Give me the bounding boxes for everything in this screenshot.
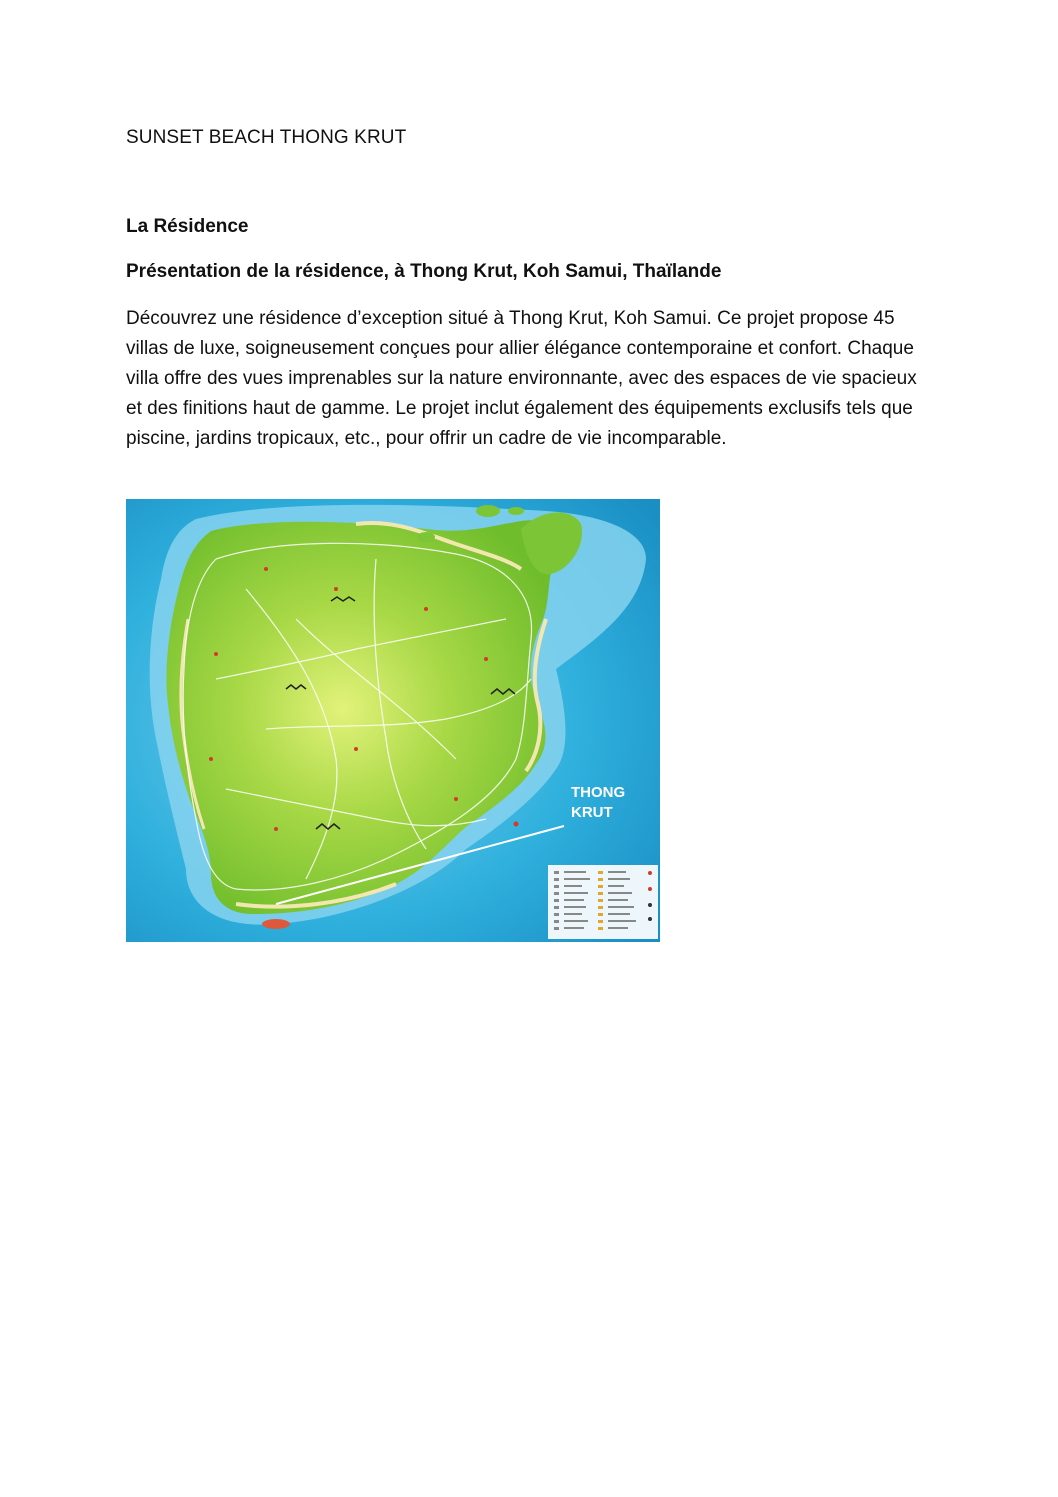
thong-krut-callout-line1: THONG [571, 784, 626, 801]
islet [508, 507, 524, 515]
map-legend [548, 865, 658, 939]
document-title: SUNSET BEACH THONG KRUT [126, 127, 407, 148]
koh-samui-map-image [126, 499, 660, 942]
thong-krut-callout-line2: KRUT [571, 804, 613, 821]
section-heading: La Résidence [126, 216, 249, 237]
islet [417, 532, 435, 542]
island-map [126, 499, 660, 942]
intro-paragraph: Découvrez une résidence d’exception situé à Thong Krut, Koh Samui. Ce projet propose 45 villas de luxe, soigneusement conçues pour allier élégance contemporaine et confort. Chaque villa offre des vues imprenables sur la nature environnante, avec des espaces de vie spacieux et des finitions haut de gamme. Le projet inclut également des équipements exclusifs tels que piscine, jardins tropicaux, etc., pour offrir un cadre de vie incomparable. [126, 308, 917, 449]
islet [476, 505, 500, 517]
islet [262, 919, 290, 929]
section-subheading: Présentation de la résidence, à Thong Krut, Koh Samui, Thaïlande [126, 261, 722, 282]
